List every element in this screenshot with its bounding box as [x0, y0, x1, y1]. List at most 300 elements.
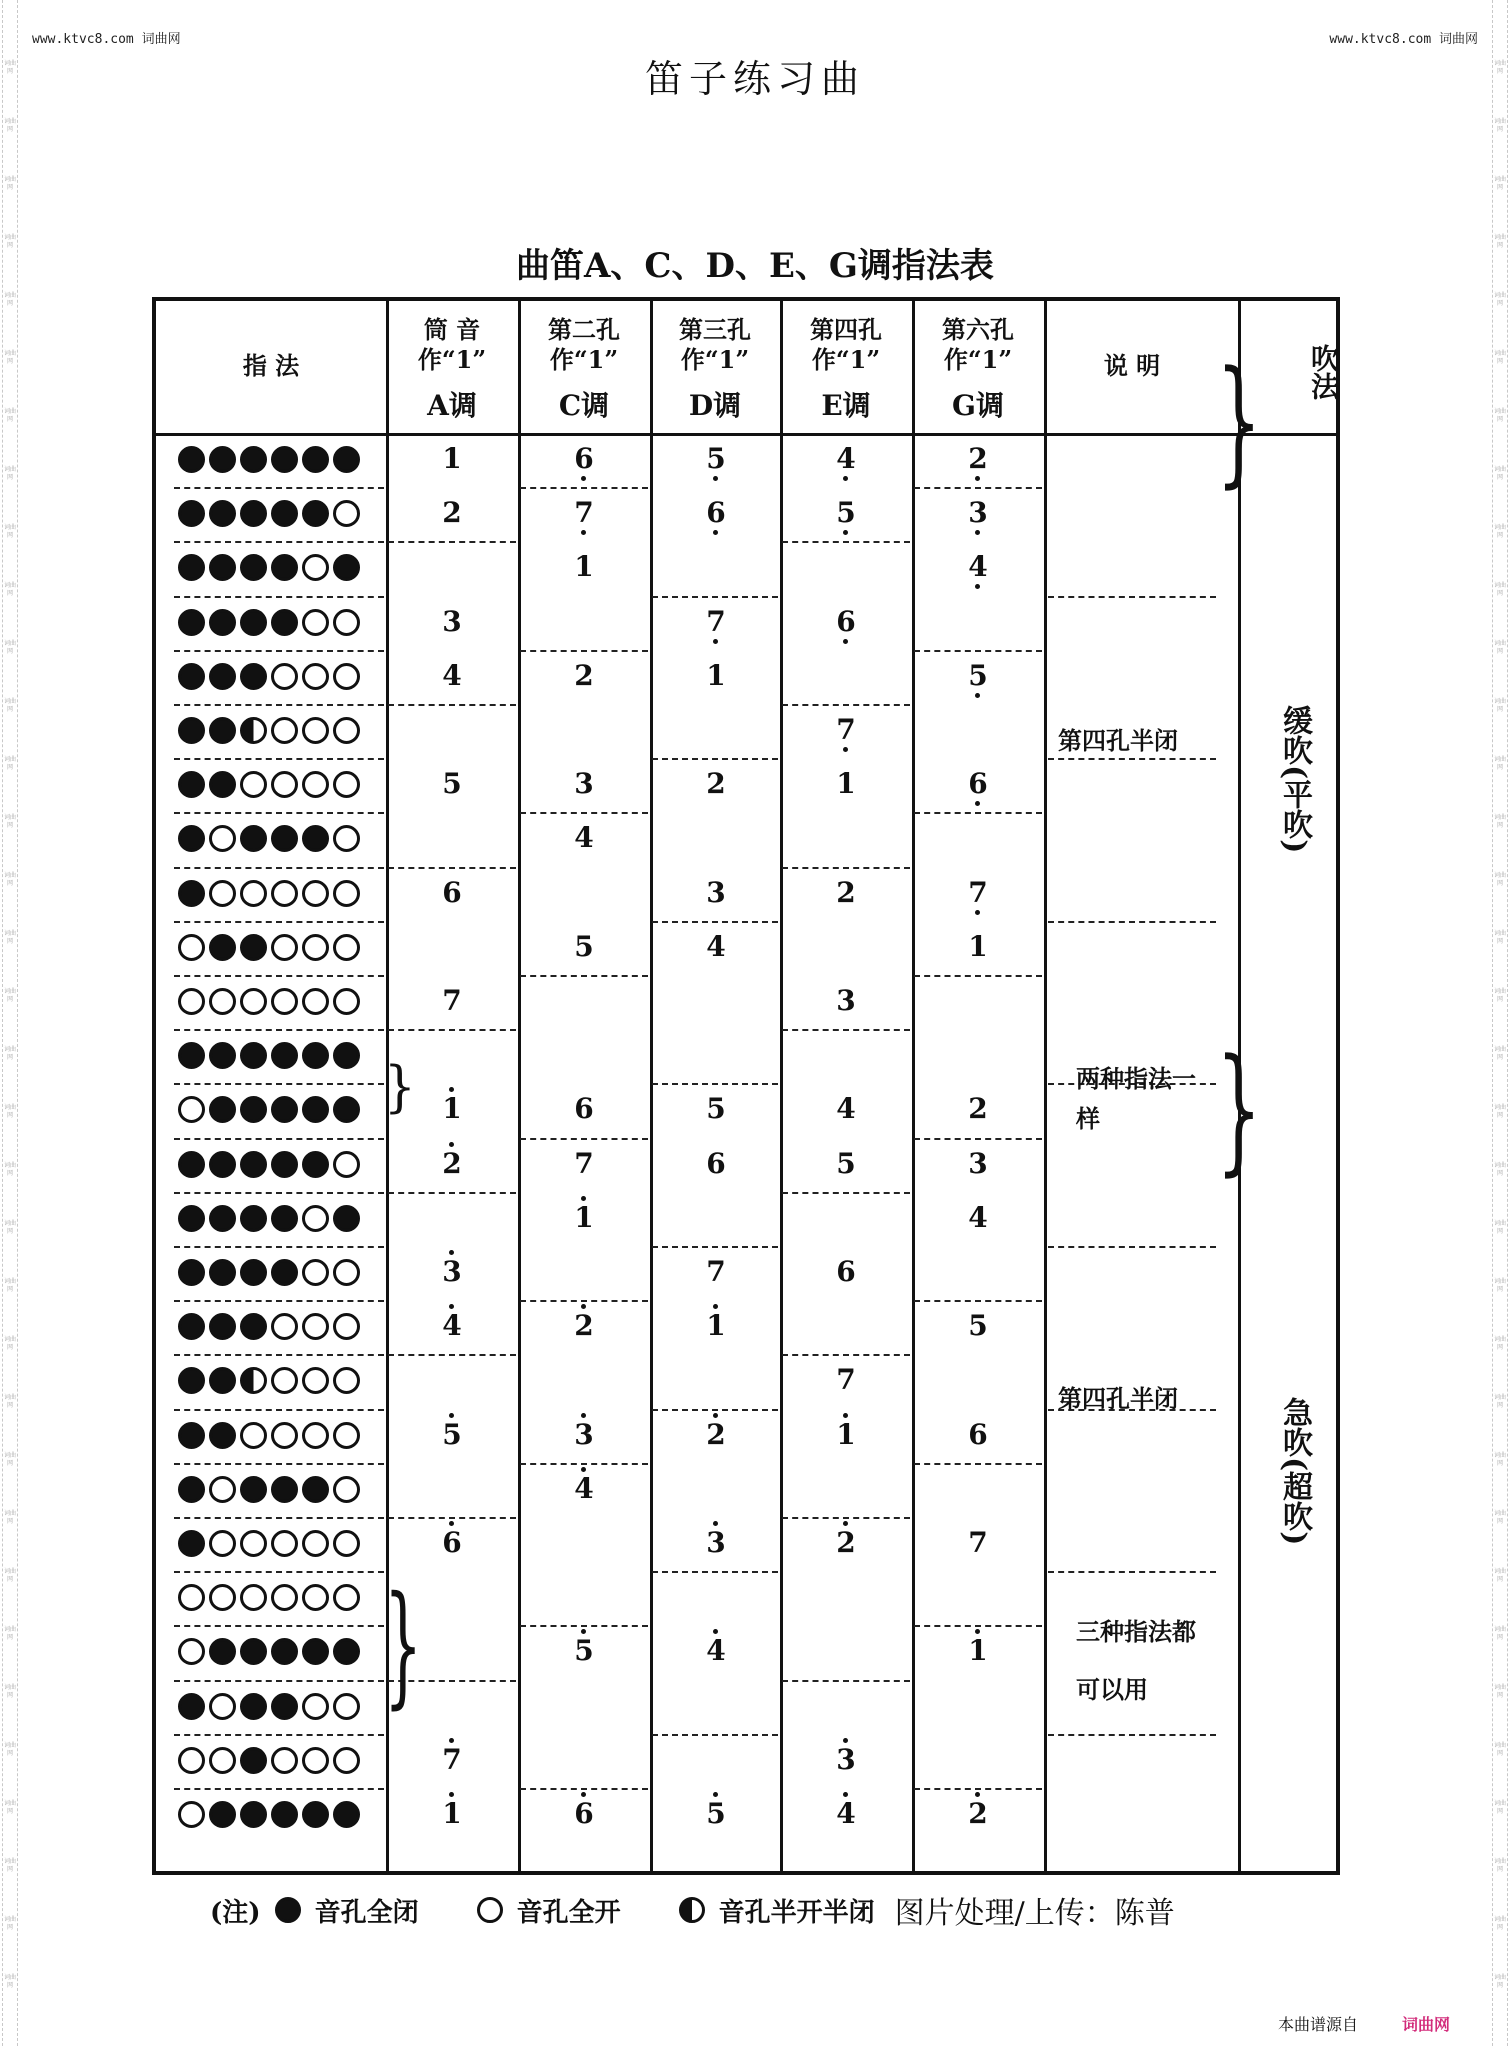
note-value: 5: [706, 442, 726, 475]
closed-hole-icon: [178, 1151, 205, 1178]
closed-hole-icon: [178, 1693, 205, 1720]
row-separator: [174, 758, 384, 760]
row-separator: [388, 1192, 516, 1194]
closed-hole-icon: [209, 1638, 236, 1665]
side-mark: 词曲网: [3, 1046, 16, 1061]
closed-hole-icon: [209, 1313, 236, 1340]
note-G-key: [958, 1310, 998, 1342]
row-separator: [174, 1138, 384, 1140]
open-hole-icon: [302, 717, 329, 744]
side-mark: 词曲网: [3, 350, 16, 365]
note-value: 3: [574, 767, 594, 801]
header-column-key: A调: [427, 389, 477, 422]
closed-hole-icon: [209, 1801, 236, 1828]
side-mark: 词曲网: [1493, 1278, 1506, 1293]
high-octave-dot: [713, 1792, 718, 1797]
note-D-key: [696, 931, 736, 963]
side-mark: 词曲网: [3, 408, 16, 423]
fingering-row: [178, 988, 360, 1015]
closed-hole-icon: [209, 1205, 236, 1232]
low-octave-dot: [843, 530, 848, 535]
high-octave-dot: [581, 1413, 586, 1418]
right-margin-strip: [1492, 0, 1508, 2046]
note-E-key: [826, 1364, 866, 1396]
note-value: 4: [574, 1471, 594, 1505]
row-separator: [652, 758, 778, 760]
note-C-key: [564, 768, 604, 800]
open-hole-icon: [302, 1367, 329, 1394]
high-octave-dot: [449, 1413, 454, 1418]
note-A-key: [432, 877, 472, 909]
side-mark: 词曲网: [3, 176, 16, 191]
header-column-label: 第二孔作“1”: [548, 315, 620, 374]
note-C-key: [564, 660, 604, 692]
side-mark: 词曲网: [3, 582, 16, 597]
side-mark: 词曲网: [3, 930, 16, 945]
side-mark: 词曲网: [3, 988, 16, 1003]
credit: 图片处理/上传：陈普: [894, 1896, 1175, 1931]
side-mark: 词曲网: [3, 1220, 16, 1235]
closed-hole-icon: [209, 663, 236, 690]
note-value: 7: [574, 496, 594, 530]
row-separator: [388, 1354, 516, 1356]
side-mark: 词曲网: [3, 1568, 16, 1583]
note-G-key: [958, 443, 998, 475]
side-mark: 词曲网: [3, 756, 16, 771]
note-value: 6: [706, 1146, 726, 1180]
remark-half-hole-high: 第四孔半闭: [1058, 1384, 1178, 1413]
row-separator: [388, 541, 516, 543]
page-title: 笛子练习曲: [644, 57, 865, 101]
side-mark: 词曲网: [3, 1800, 16, 1815]
row-separator: [782, 541, 910, 543]
closed-hole-icon: [209, 1096, 236, 1123]
closed-hole-icon: [302, 1151, 329, 1178]
header-blowing-label: 吹法: [1307, 344, 1340, 400]
side-mark: 词曲网: [3, 1394, 16, 1409]
open-hole-icon: [240, 880, 267, 907]
side-mark: 词曲网: [1493, 756, 1506, 771]
side-mark: 词曲网: [3, 1858, 16, 1873]
half-hole-icon: [240, 717, 267, 744]
note-value: 4: [706, 929, 726, 963]
column-divider: [1044, 301, 1047, 1871]
note-E-key: [826, 1093, 866, 1125]
row-separator: [520, 650, 648, 652]
closed-hole-icon: [302, 446, 329, 473]
note-A-key: [432, 1148, 472, 1180]
side-mark: 词曲网: [1493, 1684, 1506, 1699]
closed-hole-icon: [209, 771, 236, 798]
note-value: 3: [968, 1146, 988, 1180]
side-mark: 词曲网: [1493, 1220, 1506, 1235]
high-octave-dot: [843, 1521, 848, 1526]
row-separator: [174, 487, 384, 489]
side-mark: 词曲网: [1493, 1858, 1506, 1873]
note-A-key: [432, 497, 472, 529]
open-hole-icon: [271, 988, 298, 1015]
row-separator: [174, 1083, 384, 1085]
open-hole-icon: [209, 1530, 236, 1557]
note-value: 5: [968, 1309, 988, 1343]
open-hole-icon: [271, 1530, 298, 1557]
note-value: 2: [836, 1526, 856, 1559]
note-C-key: [564, 822, 604, 854]
side-mark: 词曲网: [3, 118, 16, 133]
open-hole-icon: [302, 609, 329, 636]
low-octave-dot: [713, 639, 718, 644]
header-remarks-label: 说 明: [1103, 351, 1161, 380]
row-separator: [652, 1571, 778, 1573]
side-mark: 词曲网: [1493, 350, 1506, 365]
side-mark: 词曲网: [1493, 1104, 1506, 1119]
row-separator: [782, 1192, 910, 1194]
note-E-key: [826, 1798, 866, 1830]
row-separator: [174, 921, 384, 923]
closed-hole-icon: [271, 1259, 298, 1286]
closed-hole-icon: [209, 609, 236, 636]
row-separator: [520, 975, 648, 977]
closed-hole-icon: [333, 1205, 360, 1232]
open-hole-icon: [271, 1747, 298, 1774]
note-D-key: [696, 1798, 736, 1830]
side-mark: 词曲网: [1493, 176, 1506, 191]
row-separator: [914, 812, 1042, 814]
fingering-row: [178, 1151, 360, 1178]
note-value: 3: [968, 496, 988, 530]
open-hole-icon: [271, 934, 298, 961]
note-C-key: [564, 1202, 604, 1234]
note-A-key: [432, 606, 472, 638]
note-value: 4: [968, 550, 988, 584]
note-value: 5: [968, 658, 988, 692]
open-hole-icon: [240, 1530, 267, 1557]
low-octave-dot: [713, 476, 718, 481]
note-A-key: [432, 1798, 472, 1830]
note-value: 2: [706, 767, 726, 801]
high-octave-dot: [581, 1196, 586, 1201]
closed-hole-icon: [240, 1042, 267, 1069]
low-octave-dot: [843, 639, 848, 644]
note-value: 3: [836, 1742, 856, 1776]
closed-hole-icon: [302, 500, 329, 527]
side-mark: 词曲网: [1493, 466, 1506, 481]
closed-hole-icon: [240, 1205, 267, 1232]
row-separator: [914, 487, 1042, 489]
note-value: 2: [968, 1797, 988, 1830]
note-A-key: [432, 1744, 472, 1776]
high-octave-dot: [449, 1738, 454, 1743]
side-mark: 词曲网: [1493, 524, 1506, 539]
open-hole-icon: [302, 1584, 329, 1611]
side-mark: 词曲网: [3, 1162, 16, 1177]
side-mark: 词曲网: [3, 1916, 16, 1931]
note-value: 7: [442, 984, 462, 1017]
open-hole-icon: [271, 1367, 298, 1394]
note-value: 7: [836, 713, 856, 746]
note-E-key: [826, 1527, 866, 1559]
side-mark: 词曲网: [3, 814, 16, 829]
open-hole-icon: [302, 880, 329, 907]
low-octave-dot: [843, 747, 848, 752]
brace-fast: }: [1216, 1029, 1262, 1189]
note-value: 3: [574, 1417, 594, 1451]
row-separator: [174, 867, 384, 869]
low-octave-dot: [581, 530, 586, 535]
row-separator: [174, 1680, 384, 1682]
note-G-key: [958, 1202, 998, 1234]
open-hole-icon: [302, 554, 329, 581]
note-value: 1: [706, 1309, 726, 1343]
note-D-key: [696, 877, 736, 909]
note-E-key: [826, 768, 866, 800]
header-column-3: [654, 315, 776, 421]
closed-hole-icon: [333, 1638, 360, 1665]
note-value: 6: [442, 875, 462, 909]
low-octave-dot: [975, 693, 980, 698]
note-value: 7: [968, 875, 988, 909]
fingering-row: [178, 1638, 360, 1665]
closed-hole-icon: [178, 1259, 205, 1286]
closed-hole-icon: [302, 1638, 329, 1665]
row-separator: [520, 812, 648, 814]
closed-hole-icon: [240, 1259, 267, 1286]
note-A-key: [432, 660, 472, 692]
brace-slow: }: [1216, 341, 1262, 501]
note-value: 2: [574, 1309, 594, 1343]
closed-hole-icon: [302, 1042, 329, 1069]
open-hole-icon: [209, 1476, 236, 1503]
closed-hole-icon: [209, 1367, 236, 1394]
closed-hole-icon: [209, 446, 236, 473]
closed-hole-icon: [209, 554, 236, 581]
note-value: 5: [706, 1797, 726, 1830]
fingering-row: [178, 663, 360, 690]
side-mark: 词曲网: [1493, 234, 1506, 249]
high-octave-dot: [581, 1467, 586, 1472]
row-separator: [782, 1517, 910, 1519]
open-hole-icon: [302, 663, 329, 690]
row-separator: [914, 1788, 1042, 1790]
note-C-key: [564, 1419, 604, 1451]
closed-hole-icon: [178, 1313, 205, 1340]
low-octave-dot: [975, 530, 980, 535]
side-mark: 词曲网: [1493, 1162, 1506, 1177]
row-separator: [174, 650, 384, 652]
legend-half: 音孔半开半闭: [718, 1897, 875, 1928]
closed-hole-icon: [271, 1042, 298, 1069]
closed-hole-icon: [178, 554, 205, 581]
side-mark: 词曲网: [1493, 698, 1506, 713]
fingering-row: [178, 1476, 360, 1503]
high-octave-dot: [975, 1792, 980, 1797]
row-separator: [782, 1680, 910, 1682]
row-separator: [174, 1734, 384, 1736]
open-hole-icon: [178, 934, 205, 961]
row-separator: [174, 1463, 384, 1465]
closed-hole-icon: [333, 1096, 360, 1123]
row-separator: [174, 1354, 384, 1356]
open-hole-icon: [209, 880, 236, 907]
row-separator: [1048, 1571, 1216, 1573]
note-value: 2: [574, 658, 594, 692]
note-C-key: [564, 1148, 604, 1180]
open-hole-icon: [302, 1693, 329, 1720]
closed-hole-icon: [178, 1476, 205, 1503]
note-value: 6: [836, 1255, 856, 1288]
open-hole-icon: [271, 1313, 298, 1340]
fingering-row: [178, 825, 360, 852]
side-mark: 词曲网: [3, 524, 16, 539]
closed-hole-icon: [209, 717, 236, 744]
open-hole-icon: [302, 1259, 329, 1286]
open-hole-icon: [333, 825, 360, 852]
header-column-key: E调: [821, 389, 871, 422]
note-value: 2: [968, 1092, 988, 1126]
note-value: 5: [442, 767, 462, 801]
row-separator: [1048, 596, 1216, 598]
side-mark: 词曲网: [1493, 1336, 1506, 1351]
high-octave-dot: [713, 1521, 718, 1526]
watermark-right: www.ktvc8.com 词曲网: [1329, 32, 1478, 47]
row-separator: [652, 1409, 778, 1411]
note-value: 7: [968, 1526, 988, 1559]
row-separator: [520, 1300, 648, 1302]
closed-hole-icon: [240, 825, 267, 852]
note-value: 4: [836, 1092, 856, 1126]
side-mark: 词曲网: [1493, 872, 1506, 887]
fingering-row: [178, 500, 360, 527]
header-column-key: C调: [558, 389, 610, 422]
watermark-left: www.ktvc8.com 词曲网: [32, 32, 181, 47]
open-hole-icon: [271, 1422, 298, 1449]
note-A-key: [432, 1256, 472, 1288]
blowing-fast: 急吹(超吹): [1277, 1396, 1312, 1546]
header-column-1: [390, 315, 514, 421]
closed-hole-icon: [302, 825, 329, 852]
closed-hole-icon: [240, 1151, 267, 1178]
note-C-key: [564, 1093, 604, 1125]
open-hole-icon: [333, 717, 360, 744]
fingering-row: [178, 554, 360, 581]
note-C-key: [564, 931, 604, 963]
note-A-key: [432, 443, 472, 475]
row-separator: [652, 1734, 778, 1736]
fingering-chart: [152, 297, 1340, 1875]
note-G-key: [958, 1527, 998, 1559]
low-octave-dot: [975, 801, 980, 806]
closed-hole-icon: [271, 500, 298, 527]
fingering-row: [178, 1205, 360, 1232]
header-column-label: 筒 音作“1”: [417, 315, 487, 374]
row-separator: [782, 867, 910, 869]
closed-hole-icon: [209, 1151, 236, 1178]
closed-hole-icon: [178, 446, 205, 473]
note-A-key: [432, 1527, 472, 1559]
note-value: 6: [574, 442, 594, 475]
header-column-key: D调: [688, 389, 742, 422]
note-G-key: [958, 551, 998, 583]
note-value: 3: [442, 1255, 462, 1288]
high-octave-dot: [843, 1792, 848, 1797]
low-octave-dot: [843, 476, 848, 481]
note-C-key: [564, 1798, 604, 1830]
side-mark: 词曲网: [1493, 1626, 1506, 1641]
open-hole-icon: [333, 988, 360, 1015]
note-D-key: [696, 1635, 736, 1667]
closed-hole-icon: [240, 609, 267, 636]
footer-brand-link[interactable]: 词曲网: [1401, 2015, 1450, 2034]
open-hole-icon: [333, 771, 360, 798]
note-G-key: [958, 1635, 998, 1667]
note-value: 2: [706, 1417, 726, 1451]
open-hole-icon: [240, 988, 267, 1015]
note-value: 6: [442, 1526, 462, 1559]
row-separator: [914, 975, 1042, 977]
side-mark: 词曲网: [1493, 1916, 1506, 1931]
high-octave-dot: [449, 1250, 454, 1255]
note-value: 4: [574, 821, 594, 855]
closed-hole-icon: [333, 554, 360, 581]
left-margin-strip: [2, 0, 18, 2046]
closed-hole-icon: [333, 446, 360, 473]
open-hole-icon: [333, 1367, 360, 1394]
high-octave-dot: [581, 1792, 586, 1797]
closed-hole-icon: [209, 1042, 236, 1069]
open-hole-icon: [271, 663, 298, 690]
note-value: 7: [706, 604, 726, 638]
row-separator: [652, 921, 778, 923]
note-value: 5: [706, 1092, 726, 1126]
row-separator: [782, 1029, 910, 1031]
note-C-key: [564, 551, 604, 583]
open-hole-icon: [240, 1584, 267, 1611]
open-hole-icon: [271, 880, 298, 907]
open-hole-icon: [209, 1584, 236, 1611]
note-value: 1: [574, 550, 594, 584]
remark-two-fingerings: 两种指法一样: [1076, 1064, 1196, 1133]
closed-hole-icon: [271, 1205, 298, 1232]
fingering-row: [178, 446, 360, 473]
side-mark: 词曲网: [3, 234, 16, 249]
column-divider: [912, 301, 915, 1871]
side-mark: 词曲网: [1493, 408, 1506, 423]
header-column-4: [784, 315, 908, 421]
note-C-key: [564, 443, 604, 475]
open-hole-icon: [178, 1096, 205, 1123]
column-divider: [650, 301, 653, 1871]
note-value: 2: [442, 496, 462, 530]
note-value: 1: [442, 1092, 462, 1126]
side-mark: 词曲网: [1493, 1452, 1506, 1467]
note-D-key: [696, 1256, 736, 1288]
low-octave-dot: [975, 584, 980, 589]
closed-hole-icon: [271, 1801, 298, 1828]
note-value: 4: [836, 1797, 856, 1830]
side-mark: 词曲网: [1493, 1394, 1506, 1409]
row-separator: [782, 1354, 910, 1356]
side-mark: 词曲网: [3, 1336, 16, 1351]
note-value: 5: [574, 929, 594, 963]
note-value: 1: [836, 1417, 856, 1451]
note-E-key: [826, 877, 866, 909]
row-separator: [520, 1138, 648, 1140]
open-hole-icon: [302, 934, 329, 961]
note-G-key: [958, 931, 998, 963]
closed-hole-icon: [178, 1530, 205, 1557]
fingering-row: [178, 1747, 360, 1774]
closed-hole-icon: [178, 609, 205, 636]
